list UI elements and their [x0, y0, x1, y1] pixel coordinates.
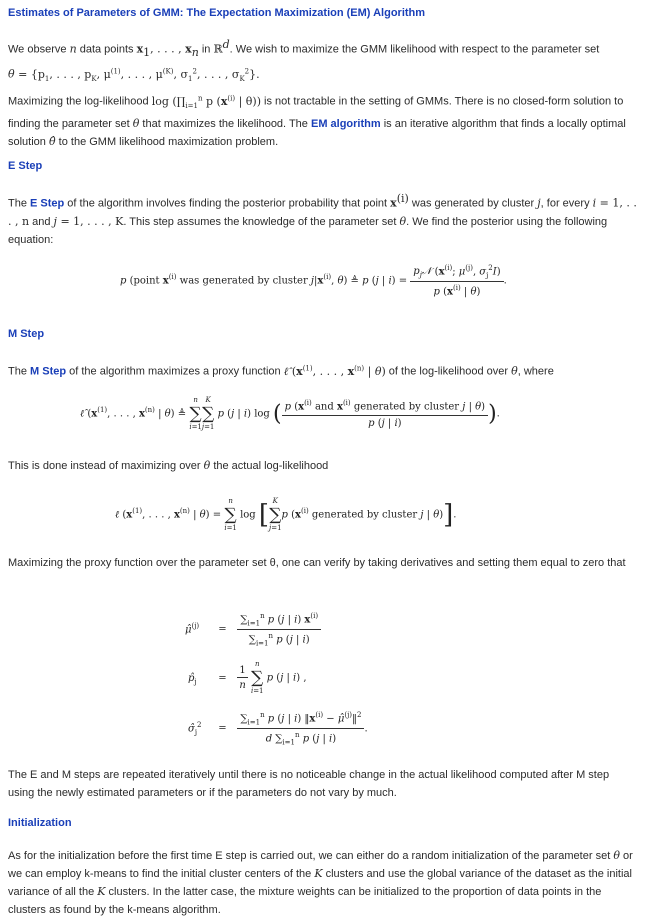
p-update-equation: $p̂_j$ = $\frac{1}{n}$ n ∑ i=1 p (j | i) ,: [188, 660, 307, 695]
m-step-paragraph: The M Step of the algorithm maximizes a proxy function ℓ̂ ($x^{(1)}$, . . . , $x^{(n)}$ | θ) of the log-likelihood over θ, where: [8, 364, 554, 378]
m-step-heading: M Step: [8, 328, 45, 340]
sigma-update-equation: $\sigmâ_j^2$ = $\frac{\sum_{i=1}^n p (j | i) ‖x^{(i)} - \mû^{(j)}‖^2}{d \sum_{i=1}^n p (j | i)}$ .: [188, 711, 368, 747]
m-step-link[interactable]: M Step: [30, 365, 67, 378]
initialization-heading: Initialization: [8, 817, 72, 829]
initialization-paragraph: As for the initialization before the first time E step is carried out, we can either do a random initialization of the parameter set θ or we can employ k-means to find the initial cluster centers of the K clusters and use the global variance of the dataset as the initial variance of all the K clusters. In the latter case, the mixture weights can be initialized to the proportion of data points in the clusters as found by the k-means algorithm.: [8, 849, 633, 916]
intro-paragraph-2: Maximizing the log-likelihood $\log (\prod_{i=1}^n$ p ($x^{(i)}$ | θ)) is not tractable in the setting of GMMs. There is no closed-form solution to finding the parameter set θ that maximizes the likelihood. The EM algorithm is an iterative algorithm that finds a locally optimal solution θ̂ to the GMM likelihood maximization problem.: [8, 94, 626, 148]
e-step-paragraph: The E Step of the algorithm involves finding the posterior probability that point $x^{(i)}$ was generated by cluster j, for every i = 1, . . . , n and j = 1, . . . , K. This step assumes the knowledge of the parameter set θ. We find the posterior using the following equation:: [8, 192, 637, 246]
proxy-paragraph: Maximizing the proxy function over the parameter set θ, one can verify by taking derivatives and setting them equal to zero that: [8, 557, 626, 569]
e-step-equation: p (point $x^{(i)}$ was generated by cluster $j|x^{(i)}$, θ) ≜ p (j | i) = $\frac{p_j𝒩 (x^{(i)}; \mu^{(j)}, \sigma_j^2I)}{p (x^{(i)} | \theta)}$ .: [120, 264, 507, 298]
log-likelihood-equation: ℓ ($x^{(1)}$, . . . , $x^{(n)}$ | θ) = n ∑ i=1 log [ K ∑ j=1 p ($x^{(i)}$ generated by cluster j | θ)].: [115, 497, 457, 532]
proxy-function-equation: ℓ̂ ($x^{(1)}$, . . . , $x^{(n)}$ | θ) ≜ n ∑ i=1 K ∑ j=1 p (j | i) log ( $\frac{p (x^{(i)} and x^{(i)} generated by cluster j | \theta)}{p (j | i)}$ ).: [80, 396, 500, 431]
page-title: Estimates of Parameters of GMM: The Expectation Maximization (EM) Algorithm: [8, 7, 426, 19]
em-algorithm-link[interactable]: EM algorithm: [310, 117, 381, 130]
mu-update-equation: μ̂$^{(j)}$ = $\frac{\sum_{i=1}^n p (j | i) x^{(i)}}{\sum_{i=1}^n p (j | i)}$: [185, 612, 321, 648]
e-step-heading: E Step: [8, 160, 43, 172]
instead-paragraph: This is done instead of maximizing over θ the actual log-likelihood: [8, 459, 329, 472]
repeat-paragraph: The E and M steps are repeated iteratively until there is no noticeable change in the actual likelihood computed after M step using the newly estimated parameters or if the parameters do not vary by much.: [8, 769, 610, 799]
e-step-link[interactable]: E Step: [30, 197, 65, 210]
intro-paragraph: We observe n data points $x_1$, . . . , $x_n$ in ℝ$^d$. We wish to maximize the GMM likelihood with respect to the parameter set $\theta = \{p_1$, . . . , $p_K$, $\mu^{(1)}$, . . . , $\mu^{(K)}$, $\sigma_1^2$, . . . , $\sigma_K^2$}.: [8, 38, 600, 83]
